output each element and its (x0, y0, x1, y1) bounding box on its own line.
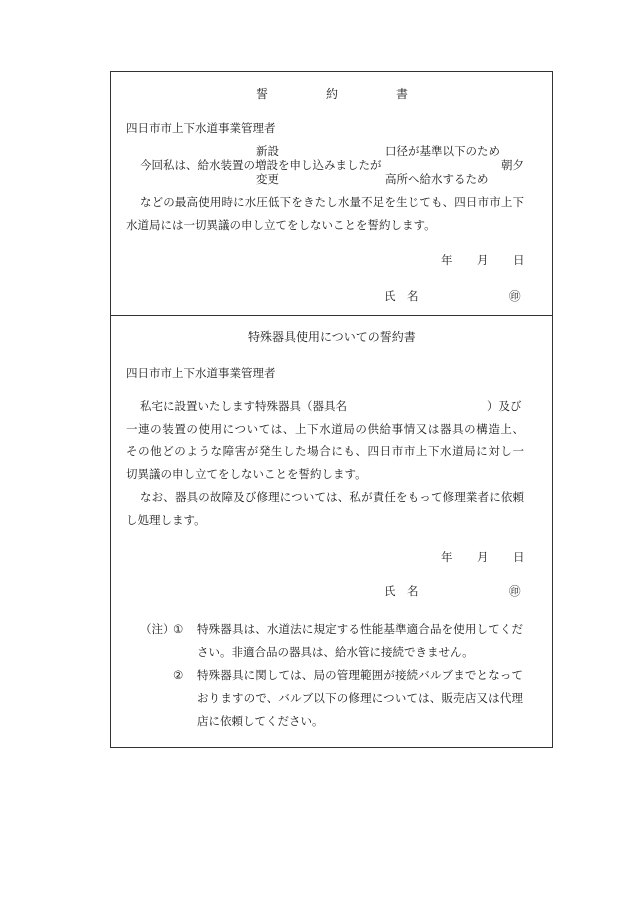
pledge1-body-line-3: 水道局には一切異議の申し立てをしないことを誓約します。 (126, 218, 436, 232)
pledge2-date-year: 年 (441, 550, 453, 564)
pledge1-seal-mark: ㊞ (509, 289, 521, 303)
pledge2-body-line-1a: 私宅に設置いたします特殊器具（器具名 (140, 399, 347, 413)
pledge2-title: 特殊器具使用についての誓約書 (248, 330, 416, 344)
pledge2-date-day: 日 (513, 550, 525, 564)
pledge2-body-line-3: その他どのような障害が発生した場合にも、四日市市上下水道局に対し一 (126, 444, 524, 458)
pledge2-addressee: 四日市市上下水道事業管理者 (126, 366, 276, 380)
notes-label: （注） (140, 622, 175, 636)
pledge1-title-char-2: 約 (326, 87, 339, 101)
section-divider (110, 315, 553, 316)
pledge1-title-char-1: 誓 (256, 87, 269, 101)
option-change: 変更 (256, 172, 279, 186)
reason-high-place: 高所へ給水するため (385, 172, 489, 186)
pledge2-seal-mark: ㊞ (509, 584, 521, 598)
pledge2-date-month: 月 (477, 550, 489, 564)
note-2-line-2: おりますので、バルブ以下の修理については、販売店又は代理 (197, 691, 523, 705)
note-2-marker: ② (173, 668, 184, 682)
pledge2-body-line-5: なお、器具の故障及び修理については、私が責任をもって修理業者に依頼 (140, 490, 524, 504)
pledge1-date-month: 月 (477, 253, 489, 267)
pledge1-addressee: 四日市市上下水道事業管理者 (126, 121, 276, 135)
reason-small-diameter: 口径が基準以下のため (385, 144, 500, 158)
pledge2-name-label: 氏 名 (384, 584, 419, 598)
pledge1-date-day: 日 (513, 253, 525, 267)
note-1-line-1: 特殊器具は、水道法に規定する性能基準適合品を使用してくだ (197, 622, 523, 636)
pledge2-body-line-2: 一連の装置の使用については、上下水道局の供給事情又は器具の構造上、 (126, 422, 524, 436)
pledge1-main-line: 今回私は、給水装置の増設を申し込みましたが (140, 158, 382, 172)
note-2-line-1: 特殊器具に関しては、局の管理範囲が接続バルブまでとなって (197, 668, 523, 682)
note-1-marker: ① (173, 622, 184, 636)
pledge2-body-line-6: し処理します。 (126, 513, 206, 527)
pledge1-body-line-2: などの最高使用時に水圧低下をきたし水量不足を生じても、四日市市上下 (140, 195, 524, 209)
pledge1-name-label: 氏 名 (384, 289, 419, 303)
note-1-line-2: さい。非適合品の器具は、給水管に接続できません。 (197, 645, 474, 659)
pledge1-date-year: 年 (441, 253, 453, 267)
asayu-text: 朝夕 (501, 158, 524, 172)
pledge1-title-char-3: 書 (396, 87, 409, 101)
pledge2-body-line-1b: ）及び (487, 399, 522, 413)
pledge2-body-line-4: 切異議の申し立てをしないことを誓約します。 (126, 467, 367, 481)
note-2-line-3: 店に依頼してください。 (197, 714, 324, 728)
option-new: 新設 (256, 144, 279, 158)
